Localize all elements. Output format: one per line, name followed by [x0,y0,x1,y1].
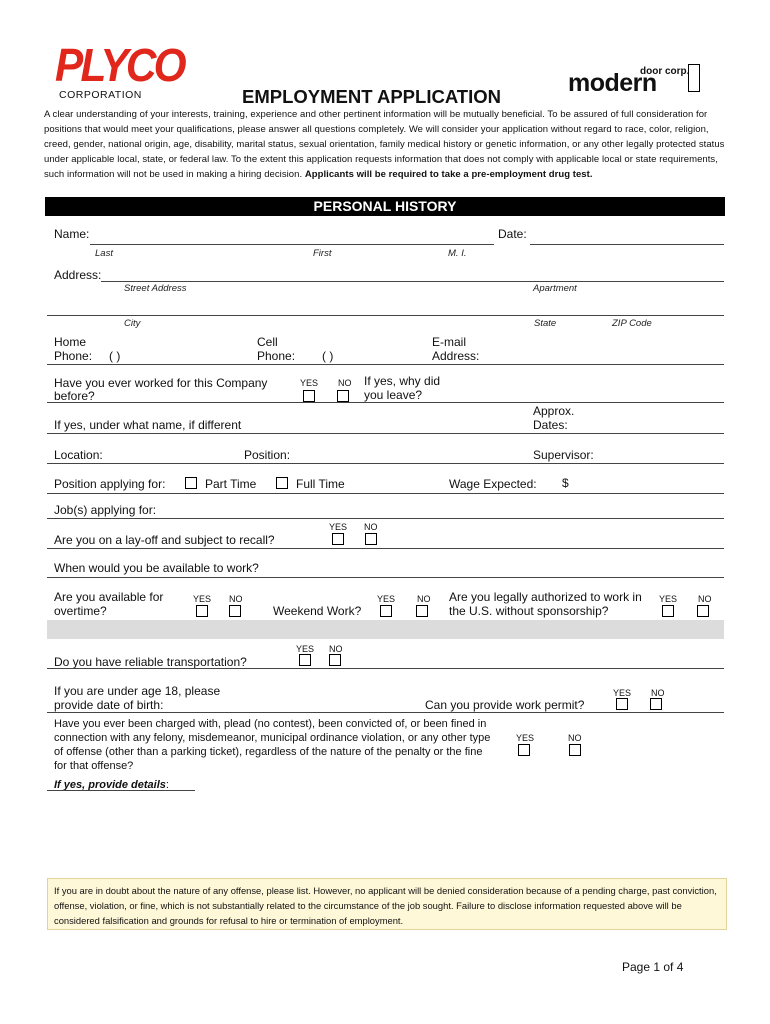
transport-no-checkbox[interactable] [329,654,341,666]
details-label-text: If yes, provide details [54,779,166,791]
full-time-checkbox[interactable] [276,477,288,489]
weekend-yes-checkbox[interactable] [380,605,392,617]
permit-label: Can you provide work permit? [425,698,585,712]
cell-phone-label: Phone: [257,349,296,363]
weekend-no-checkbox[interactable] [416,605,428,617]
position-for-label: Position applying for: [54,477,166,491]
worked-yes-label: YES [300,378,319,388]
weekend-label: Weekend Work? [273,604,362,618]
legal-label-1: Are you legally authorized to work in [449,590,642,604]
transport-yes-checkbox[interactable] [299,654,311,666]
previous-name-label: If yes, under what name, if different [54,418,242,432]
worked-before-label-2: before? [54,389,95,403]
intro-text: A clear understanding of your interests, training, experience and other pertinent information will be mutually beneficial. To be assured of full consideration for positions that would meet your qualifications, please answer all questions completely. We will consider your application without regard to race, color, religion, creed, gender, national origin, age, disability, marital status, sexual orientation, family medical history or genetic information, or any other legally protected status under applicable local, state, or federal law. To the extent this application requests information that does not comply with applicable local or state requirements, such information will not be used in making a hiring decision. [44,109,725,180]
street-caption: Street Address [124,283,187,294]
cell-phone-paren: ( ) [322,349,334,363]
charged-label-4: for that offense? [54,760,134,772]
transport-label: Do you have reliable transportation? [54,655,247,669]
details-label-colon: : [165,779,169,791]
overtime-yes-checkbox[interactable] [196,605,208,617]
charged-label-3: of offense (other than a parking ticket), regardless of the nature of the penalty or the fine [54,746,483,758]
offense-note-text: If you are in doubt about the nature of any offense, please list. However, no applicant will be denied consideration because of a pending charge, past conviction, offense, violation, or fine, which is not substantially related to the circumstance of the job sought. Failure to disclose information requested above will be considered falsification and grounds for refusal to hire or termination of employment. [54,885,717,926]
transport-input-line[interactable] [47,668,724,669]
charged-label-2: connection with any felony, misdemeanor, municipal ordinance violation, or any other type [54,732,491,744]
address-line-1[interactable] [101,281,724,282]
zip-caption: ZIP Code [612,318,652,329]
weekend-no-label: NO [417,594,431,604]
cell-label: Cell [257,335,278,349]
date-input-line[interactable] [530,244,724,245]
modern-logo-sub: door corp. [640,66,690,77]
jobs-input-line[interactable] [47,518,724,519]
position-input-line[interactable] [47,493,724,494]
phone-input-line[interactable] [47,364,724,365]
home-phone-paren: ( ) [109,349,121,363]
worked-no-checkbox[interactable] [337,390,349,402]
wage-expected-label: Wage Expected: [449,477,537,491]
modern-logo-box [688,64,700,92]
permit-yes-checkbox[interactable] [616,698,628,710]
dollar-sign: $ [562,476,569,490]
home-phone-label: Phone: [54,349,93,363]
location-label: Location: [54,448,103,462]
under18-label-2: provide date of birth: [54,698,164,712]
first-name-caption: First [313,248,332,259]
worked-before-label-1: Have you ever worked for this Company [54,376,268,390]
previous-name-input-line[interactable] [47,433,724,434]
section-title: PERSONAL HISTORY [313,198,457,214]
last-name-caption: Last [95,248,113,259]
worked-input-line[interactable] [47,402,724,403]
intro-bold: Applicants will be required to take a pre-employment drug test. [304,169,593,180]
legal-no-checkbox[interactable] [697,605,709,617]
address-label: Address: [54,268,102,282]
legal-yes-checkbox[interactable] [662,605,674,617]
legal-label-2: the U.S. without sponsorship? [449,604,609,618]
approx-label-1: Approx. [533,404,575,418]
plyco-logo-sub: CORPORATION [59,89,142,101]
part-time-label: Part Time [205,477,257,491]
layoff-input-line[interactable] [47,548,724,549]
layoff-yes-checkbox[interactable] [332,533,344,545]
plyco-logo [55,39,184,101]
legal-yes-label: YES [659,594,678,604]
home-label: Home [54,335,87,349]
email-label-2: Address: [432,349,480,363]
layoff-yes-label: YES [329,522,348,532]
intro-paragraph [44,107,726,182]
charged-label-1: Have you ever been charged with, plead (no contest), been convicted of, or been fined in [54,718,487,730]
part-time-checkbox[interactable] [185,477,197,489]
weekend-yes-label: YES [377,594,396,604]
jobs-label: Job(s) applying for: [54,503,157,517]
layoff-label: Are you on a lay-off and subject to recall? [54,533,275,547]
layoff-no-label: NO [364,522,378,532]
overtime-label-1: Are you available for [54,590,164,604]
plyco-logo-text: PLYCO [55,39,184,91]
overtime-label-2: overtime? [54,604,107,618]
page-number: Page 1 of 4 [622,960,684,974]
details-underline [47,790,195,791]
name-input-line[interactable] [90,244,494,245]
charged-no-label: NO [568,733,582,743]
modern-logo-text: modern [568,69,657,97]
city-caption: City [124,318,141,329]
transport-no-label: NO [329,644,343,654]
address-line-2[interactable] [47,315,724,316]
date-label: Date: [498,227,527,241]
state-caption: State [534,318,557,329]
email-label-1: E-mail [432,335,467,349]
approx-label-2: Dates: [533,418,568,432]
permit-no-checkbox[interactable] [650,698,662,710]
supervisor-label: Supervisor: [533,448,594,462]
transport-yes-label: YES [296,644,315,654]
available-label: When would you be available to work? [54,561,259,575]
charged-yes-checkbox[interactable] [518,744,530,756]
overtime-no-checkbox[interactable] [229,605,241,617]
worked-yes-checkbox[interactable] [303,390,315,402]
location-input-line[interactable] [47,463,724,464]
dob-input-line[interactable] [47,712,724,713]
permit-yes-label: YES [613,688,632,698]
position-label: Position: [244,448,291,462]
available-input-line[interactable] [47,577,724,578]
overtime-yes-label: YES [193,594,212,604]
permit-no-label: NO [651,688,665,698]
section-header [45,197,725,216]
charged-yes-label: YES [516,733,535,743]
layoff-no-checkbox[interactable] [365,533,377,545]
overtime-no-label: NO [229,594,243,604]
mi-caption: M. I. [448,248,467,259]
legal-no-label: NO [698,594,712,604]
charged-no-checkbox[interactable] [569,744,581,756]
page-title: EMPLOYMENT APPLICATION [242,86,501,107]
apartment-caption: Apartment [533,283,577,294]
why-leave-label-1: If yes, why did [364,374,441,388]
separator-band [47,620,724,639]
full-time-label: Full Time [296,477,345,491]
why-leave-label-2: you leave? [364,388,423,402]
name-label: Name: [54,227,90,241]
modern-logo [568,62,708,102]
worked-no-label: NO [338,378,352,388]
under18-label-1: If you are under age 18, please [54,684,221,698]
offense-note [47,878,727,930]
details-input-area[interactable] [47,792,724,872]
